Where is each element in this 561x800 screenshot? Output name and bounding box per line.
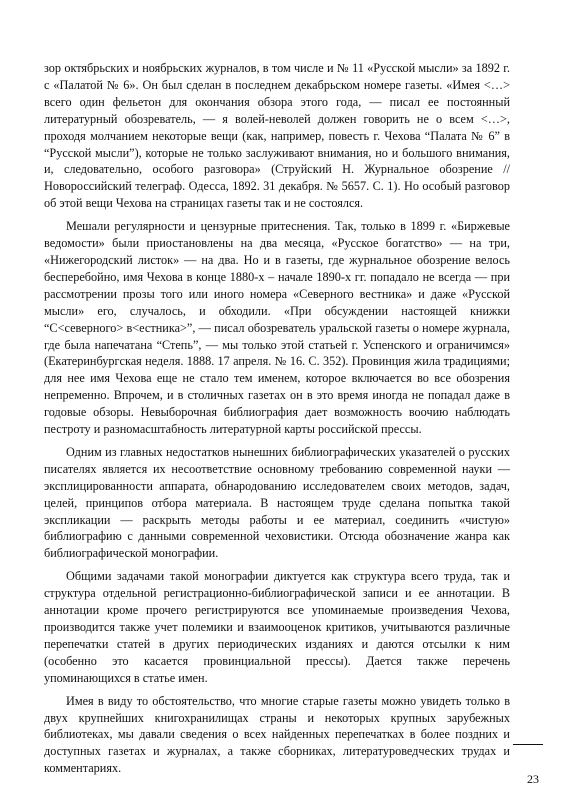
paragraph-4: Общими задачами такой монографии диктуется как структура всего труда, так и структура отдельной регистрационно-библиографической записи и ее аннотации. В аннотации кроме прочего регистрируются все упоминаемые произведения Чехова, производится также учет полемики и взаимооценок критиков, учитываются различные перепечатки статей в других периодических изданиях и даются отсылки к ним (особенно это касается провинциальной прессы). Дается также перечень упоминающихся в статье имен. xyxy=(44,569,510,685)
footer-rule xyxy=(513,744,543,745)
page-body xyxy=(44,60,510,783)
paragraph-3: Одним из главных недостатков нынешних библиографических указателей о русских писателях является их несоответствие основному требованию современной науки — эксплицированности аппарата, обнародованию исследователем своих методов, задач, целей, принципов отбора материала. В настоящем труде сделана попытка такой экспликации — раскрыть методы работы и ее материал, соединить «чистую» библиографию с данными современной чеховистики. Отсюда обозначение жанра как библиографической монографии. xyxy=(44,444,510,561)
paragraph-2: Мешали регулярности и цензурные притеснения. Так, только в 1899 г. «Биржевые ведомости» были приостановлены на два месяца, «Русское богатство» — на три, «Нижегородский листок» — на два. Но и в газеты, где журнальное обозрение велось бесперебойно, имя Чехова в конце 1880-х – начале 1890-х гг. попадало не всегда — при рассмотрении прозы того или иного номера «Северного вестника» и даже «Русской мысли» его, случалось, и обходили. «При обсуждении настоящей книжки “С<северного> в<естника>”, — писал обозреватель уральской газеты о номере журнала, где была напечатана “Степь”, — мы только этой статьей г. Успенского и ограничимся» (Екатеринбургская неделя. 1888. 17 апреля. № 16. С. 352). Провинция жила традициями; для нее имя Чехова еще не стало тем именем, которое включается во все обозрения непременно. Впрочем, и в столичных газетах он в это время иногда не попадал даже в годовые обзоры. Невыборочная библиография дает возможность воочию наблюдать пестроту и разномасштабность литературной карты российской прессы. xyxy=(44,219,510,437)
paragraph-5: Имея в виду то обстоятельство, что многие старые газеты можно увидеть только в двух крупнейших книгохранилищах страны и некоторых крупных зарубежных библиотеках, мы давали сведения о всех найденных перепечатках в более поздних и доступных газетах и журналах, а также сборниках, литературоведческих трудах и комментариях. xyxy=(44,693,510,776)
page-number: 23 xyxy=(527,772,539,786)
paragraph-1: зор октябрьских и ноябрьских журналов, в том числе и № 11 «Русской мысли» за 1892 г. с «Палатой № 6». Он был сделан в последнем декабрьском номере газеты. «Имея <…> всего один фельетон для окончания обзора этого года, — писал ее постоянный литературный обозреватель, — я волей-неволей должен говорить не о всем <…>, проходя молчанием некоторые вещи (как, например, повесть г. Чехова “Палата № 6” в “Русской мысли”), которые не только заслуживают внимания, но и большого внимания, и, следовательно, особого разговора» (Струйский Н. Журнальное обозрение // Новороссийский телеграф. Одесса, 1892. 31 декабря. № 5657. С. 1). Но особый разговор об этой вещи Чехова на страницах газеты так и не состоялся. xyxy=(44,61,510,211)
